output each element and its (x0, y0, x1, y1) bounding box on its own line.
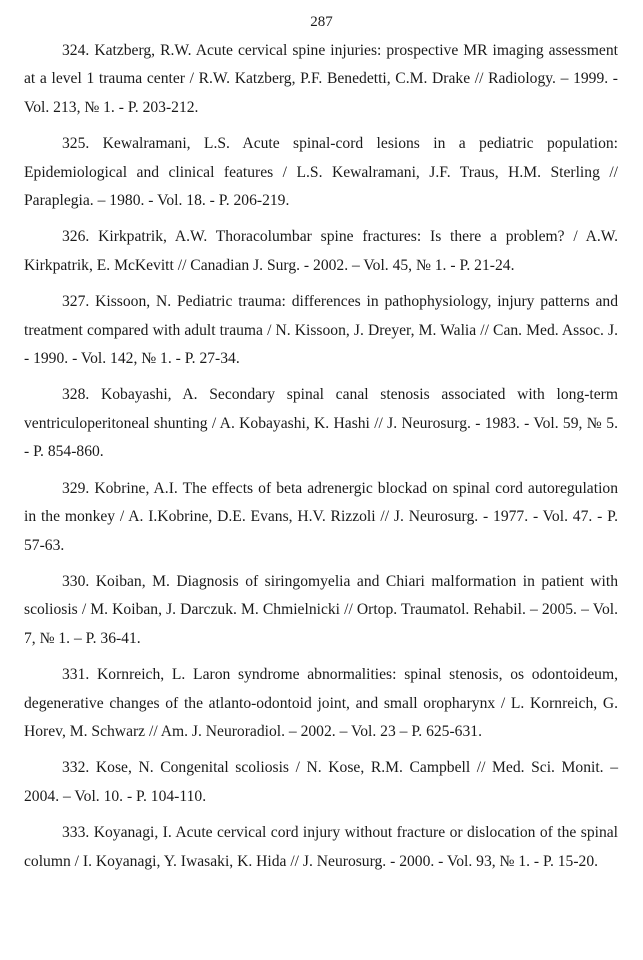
reference-entry (24, 819, 618, 876)
reference-number: 330. (62, 572, 90, 590)
page-number: 287 (310, 14, 333, 30)
reference-entry (24, 661, 618, 746)
reference-text: Kirkpatrik, A.W. Thoracolumbar spine fractures: Is there a problem? / A.W. Kirkpatrik, E. McKevitt // Canadian J. Surg. - 2002. – Vol. 45, № 1. - P. 21-24. (24, 228, 618, 274)
reference-list (24, 37, 618, 884)
reference-number: 329. (62, 479, 90, 497)
reference-number: 324. (62, 42, 90, 59)
reference-entry (24, 568, 618, 653)
reference-entry (24, 475, 618, 560)
reference-number: 325. (62, 135, 90, 153)
reference-number: 326. (62, 228, 90, 246)
reference-text: Kose, N. Congenital scoliosis / N. Kose, R.M. Campbell // Med. Sci. Monit. – 2004. – Vol. 10. - P. 104-110. (24, 759, 618, 805)
reference-text: Koyanagi, I. Acute cervical cord injury without fracture or dislocation of the spinal column / I. Koyanagi, Y. Iwasaki, K. Hida // J. Neurosurg. - 2000. - Vol. 93, № 1. - P. 15-20. (24, 824, 618, 870)
reference-number: 331. (62, 666, 90, 684)
reference-text: Kornreich, L. Laron syndrome abnormalities: spinal stenosis, os odontoideum, degenerative changes of the atlanto-odontoid joint, and small oropharynx / L. Kornreich, G. Horev, M. Schwarz // Am. J. Neuroradiol. – 2002. – Vol. 23 – P. 625-631. (24, 666, 618, 740)
reference-number: 328. (62, 386, 90, 404)
reference-text: Koiban, M. Diagnosis of siringomyelia and Chiari malformation in patient with scoliosis / M. Koiban, J. Darczuk. M. Chmielnicki // Ortop. Traumatol. Rehabil. – 2005. – Vol. 7, № 1. – P. 36-41. (24, 572, 618, 647)
reference-entry (24, 130, 618, 215)
reference-number: 332. (62, 759, 90, 777)
reference-text: Kobayashi, A. Secondary spinal canal stenosis associated with long-term ventriculoperitoneal shunting / A. Kobayashi, K. Hashi // J. Neurosurg. - 1983. - Vol. 59, № 5. - P. 854-860. (24, 386, 618, 461)
reference-text: Kissoon, N. Pediatric trauma: differences in pathophysiology, injury patterns and treatment compared with adult trauma / N. Kissoon, J. Dreyer, M. Walia // Can. Med. Assoc. J. - 1990. - Vol. 142, № 1. - P. 27-34. (24, 293, 618, 368)
reference-text: Kewalramani, L.S. Acute spinal-cord lesions in a pediatric population: Epidemiological and clinical features / L.S. Kewalramani, J.F. Traus, H.M. Sterling // Paraplegia. – 1980. - Vol. 18. - P. 206-219. (24, 135, 618, 210)
reference-number: 327. (62, 293, 90, 311)
reference-entry (24, 37, 618, 122)
reference-entry (24, 754, 618, 811)
reference-text: Katzberg, R.W. Acute cervical spine injuries: prospective MR imaging assessment at a level 1 trauma center / R.W. Katzberg, P.F. Benedetti, C.M. Drake // Radiology. – 1999. - Vol. 213, № 1. - P. 203-212. (24, 42, 618, 116)
reference-text: Kobrine, A.I. The effects of beta adrenergic blockad on spinal cord autoregulation in the monkey / A. I.Kobrine, D.E. Evans, H.V. Rizzoli // J. Neurosurg. - 1977. - Vol. 47. - P. 57-63. (24, 479, 618, 554)
reference-entry (24, 381, 618, 466)
reference-entry (24, 288, 618, 373)
reference-entry (24, 223, 618, 280)
reference-number: 333. (62, 824, 90, 842)
